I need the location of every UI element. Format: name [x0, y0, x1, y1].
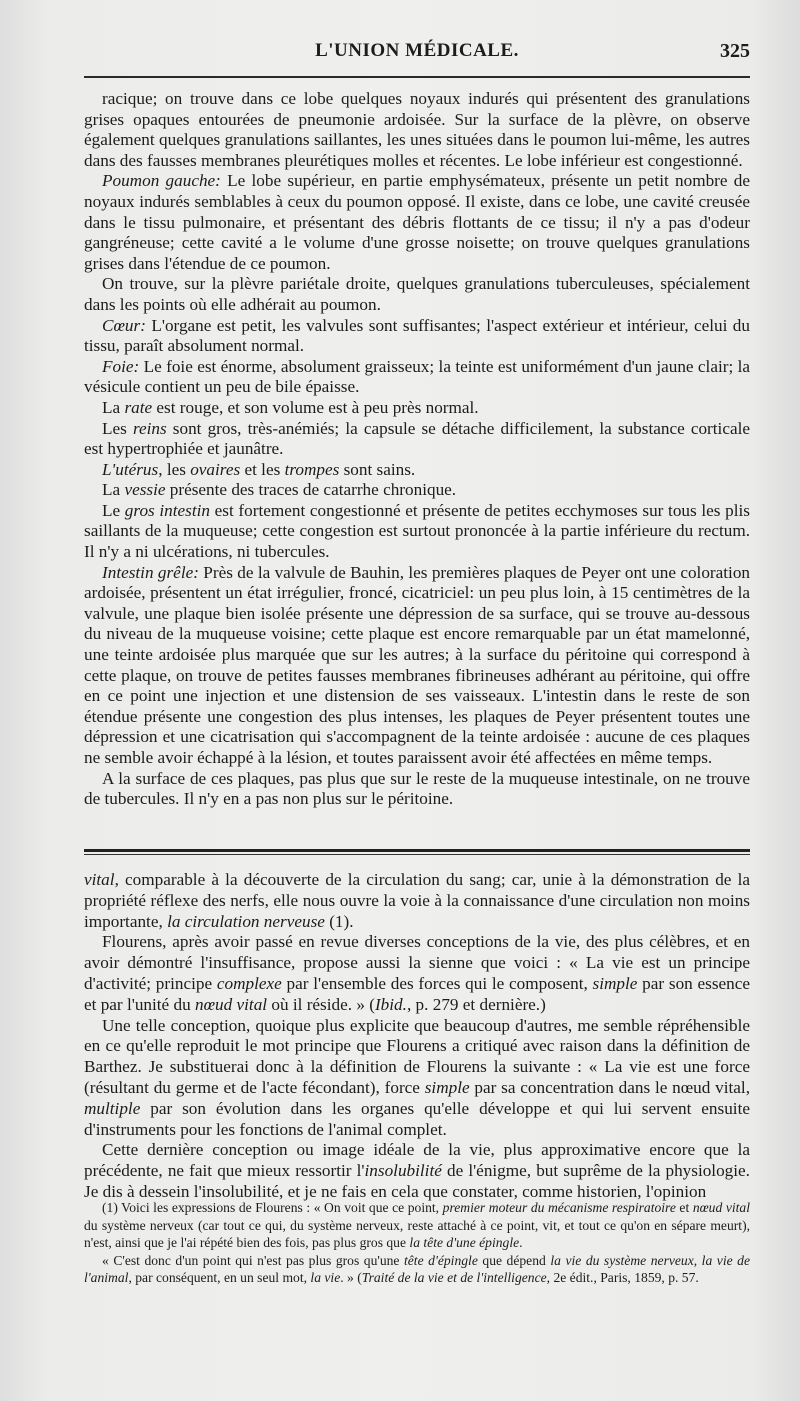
- italic-run: complexe: [216, 973, 282, 993]
- italic-run: L'utérus: [102, 459, 159, 479]
- paragraph: [84, 932, 750, 1015]
- text-run: , p. 279 et dernière.): [406, 994, 546, 1014]
- text-run: sont gros, très-anémiés; la capsule se détache difficilement, la substance corticale est hypertrophiée et jaunâtre.: [84, 418, 750, 459]
- italic-run: la vie du système nerveux, la vie de l'animal: [84, 1252, 750, 1285]
- paragraph: [84, 274, 750, 315]
- text-run: (1).: [324, 911, 354, 931]
- italic-run: nœud vital: [194, 994, 268, 1014]
- paragraph: [84, 357, 750, 398]
- paragraph: [84, 171, 750, 274]
- text-run: de l'énigme, but suprême de la physiologie. Je dis à dessein l'insolubilité, et je ne fais en cela que constater, comme historien, l'opinion: [84, 1161, 750, 1201]
- paragraph: [84, 1016, 750, 1141]
- text-run: par son évolution dans les organes qu'elle développe et qui lui servent ensuite d'instruments pour les fonctions de l'animal complet.: [84, 1098, 750, 1139]
- italic-run: ovaires: [190, 459, 241, 479]
- italic-run: Poumon gauche:: [102, 171, 221, 191]
- paragraph: [84, 1252, 750, 1287]
- text-run: , 2e édit., Paris, 1859, p. 57.: [546, 1270, 699, 1285]
- text-run: .: [519, 1235, 523, 1250]
- paragraph: [84, 501, 750, 563]
- paragraph: [84, 870, 750, 932]
- paragraph: [84, 769, 750, 810]
- text-run: , par conséquent, en un seul mot,: [128, 1270, 311, 1285]
- text-run: Le lobe supérieur, en partie emphysémateux, présente un petit nombre de noyaux indurés semblables à ceux du poumon opposé. Il existe, dans ce lobe, une cavité creusée dans le tissu pulmonaire, et présentant des débris flottants de ce tissu; il n'y a pas d'odeur gangréneuse; cette cavité a le volume d'une grosse noisette; on trouve quelques granulations grises dans l'étendue de ce poumon.: [84, 171, 750, 273]
- text-run: (1) Voici les expressions de Flourens : « On voit que ce point,: [102, 1200, 443, 1215]
- text-run: A la surface de ces plaques, pas plus que sur le reste de la muqueuse intestinale, on ne trouve de tubercules. Il n'y en a pas non plus sur le péritoine.: [84, 768, 750, 809]
- italic-run: gros intestin: [124, 500, 210, 520]
- italic-run: insolubilité: [364, 1161, 442, 1181]
- text-run: par l'ensemble des forces qui le composent,: [281, 973, 593, 993]
- italic-run: la tête d'une épingle: [409, 1235, 520, 1250]
- text-run: , les: [158, 459, 191, 479]
- italic-run: la circulation nerveuse: [167, 911, 325, 931]
- paragraph: [84, 316, 750, 357]
- text-run: , comparable à la découverte de la circulation du sang; car, unie à la démonstration de la propriété réflexe des nerfs, elle nous ouvre la voie à la connaissance d'une circulation non moins importante,: [84, 870, 750, 931]
- paragraph: [84, 460, 750, 481]
- italic-run: Foie:: [102, 356, 140, 376]
- footnotes: [84, 1199, 750, 1287]
- text-run: présente des traces de catarrhe chronique.: [165, 480, 457, 500]
- italic-run: trompes: [284, 459, 340, 479]
- text-run: par sa concentration dans le nœud vital,: [469, 1077, 750, 1097]
- text-run: Près de la valvule de Bauhin, les premières plaques de Peyer ont une coloration ardoisée, présentent un état irrégulier, froncé, cicatriciel: un peu plus loin, à 15 centimètres de la valvule, une plaque bien isolée présente une dépression de sa surface, qui se trouve au-dessous du niveau de la muqueuse voisine; cette plaque est encore remarquable par un état mamelonné, une teinte ardoisée plus marquée que sur les autres; à la surface du péritoine qui correspond à cette plaque, on trouve de petites fausses membranes fibrineuses adhérant au péritoine, qui offre en ce point une injection et une distension de ses vaisseaux. L'intestin dans le reste de son étendue présente une congestion des plus intenses, les plaques de Peyer présentent toutes une dépression et une cicatrisation qui s'accompagnent de la teinte ardoisée : aucune de ces plaques ne semble avoir échappé à la lésion, et toutes paraissent avoir été affectées en même temps.: [84, 562, 751, 767]
- text-run: Flourens, après avoir passé en revue diverses conceptions de la vie, des plus célèbres, et en avoir démontré l'insuffisance, propose aussi la sienne que voici : « La vie est un principe d'activité; principe: [84, 932, 750, 993]
- text-run: est fortement congestionné et présente de petites ecchymoses sur tous les plis saillants de la muqueuse; cette congestion est surtout prononcée à la partie inférieure du rectum. Il n'y a ni ulcérations, ni tubercules.: [84, 500, 750, 562]
- text-run: du système nerveux (car tout ce qui, du système nerveux, reste attaché à ce point, vit, et tout ce qu'on en sépare meurt), n'est, ainsi que je l'ai répété bien des fois, pas plus gros que: [84, 1217, 750, 1250]
- italic-run: vital: [84, 870, 115, 889]
- paragraph: [84, 480, 750, 501]
- autopsy-report-text: [84, 89, 750, 810]
- running-title: L'UNION MÉDICALE.: [315, 40, 519, 61]
- text-run: et les: [240, 459, 285, 479]
- text-run: est rouge, et son volume est à peu près normal.: [152, 397, 479, 417]
- paragraph: [84, 398, 750, 419]
- text-run: que dépend: [477, 1252, 551, 1268]
- italic-run: reins: [132, 418, 167, 438]
- italic-run: la vie: [310, 1270, 341, 1285]
- italic-run: simple: [592, 973, 638, 993]
- italic-run: Traité de la vie et de l'intelligence: [361, 1270, 547, 1285]
- text-run: et: [675, 1200, 693, 1215]
- text-run: . » (: [340, 1270, 362, 1285]
- physiology-essay-text: [84, 870, 750, 1203]
- italic-run: multiple: [84, 1098, 141, 1118]
- italic-run: rate: [124, 397, 153, 417]
- paragraph: [84, 89, 750, 171]
- paragraph: [84, 1199, 750, 1252]
- italic-run: Cœur:: [102, 315, 146, 335]
- text-run: On trouve, sur la plèvre pariétale droite, quelques granulations tuberculeuses, spécialement dans les points où elle adhérait au poumon.: [84, 274, 750, 314]
- section-separator: [84, 849, 750, 855]
- text-run: Le: [102, 500, 125, 520]
- page-number: 325: [720, 40, 750, 62]
- italic-run: nœud vital: [692, 1200, 750, 1215]
- paragraph: [84, 563, 750, 769]
- paragraph: [84, 1140, 750, 1202]
- text-run: Les: [102, 418, 133, 438]
- paragraph: [84, 419, 750, 460]
- italic-run: tête d'épingle: [404, 1252, 478, 1268]
- text-run: sont sains.: [339, 459, 416, 479]
- text-run: Cette dernière conception ou image idéale de la vie, plus approximative encore que la précédente, ne fait que mieux ressortir l': [84, 1140, 750, 1181]
- text-run: La: [102, 397, 125, 417]
- text-run: « C'est donc d'un point qui n'est pas plus gros qu'une: [102, 1252, 404, 1268]
- text-run: La: [102, 480, 125, 500]
- italic-run: vessie: [124, 480, 166, 500]
- running-head: [84, 40, 750, 66]
- header-rule: [84, 76, 750, 78]
- italic-run: premier moteur du mécanisme respiratoire: [442, 1200, 676, 1215]
- text-run: Une telle conception, quoique plus explicite que beaucoup d'autres, me semble répréhensible en ce qu'elle reproduit le mot principe que Flourens a critiqué avec raison dans la définition de Barthez. Je substituerai donc à la définition de Flourens la suivante : « La vie est une force (résultant du germe et de l'acte fécondant), force: [84, 1015, 750, 1097]
- italic-run: Ibid.: [374, 994, 407, 1014]
- text-run: par son essence et par l'unité du: [84, 973, 750, 1014]
- text-run: L'organe est petit, les valvules sont suffisantes; l'aspect extérieur et intérieur, celui du tissu, paraît absolument normal.: [84, 315, 750, 356]
- text-run: racique; on trouve dans ce lobe quelques noyaux indurés qui présentent des granulations grises opaques entourées de pneumonie ardoisée. Sur la surface de la plèvre, on observe également quelques granulations saillantes, les unes situées dans le poumon lui-même, les autres dans des fausses membranes pleurétiques molles et récentes. Le lobe inférieur est congestionné.: [84, 89, 750, 170]
- italic-run: Intestin grêle:: [102, 562, 199, 582]
- italic-run: simple: [424, 1077, 470, 1097]
- text-run: où il réside. » (: [267, 994, 375, 1014]
- text-run: Le foie est énorme, absolument graisseux; la teinte est uniformément d'un jaune clair; la vésicule contient un peu de bile épaisse.: [84, 356, 750, 397]
